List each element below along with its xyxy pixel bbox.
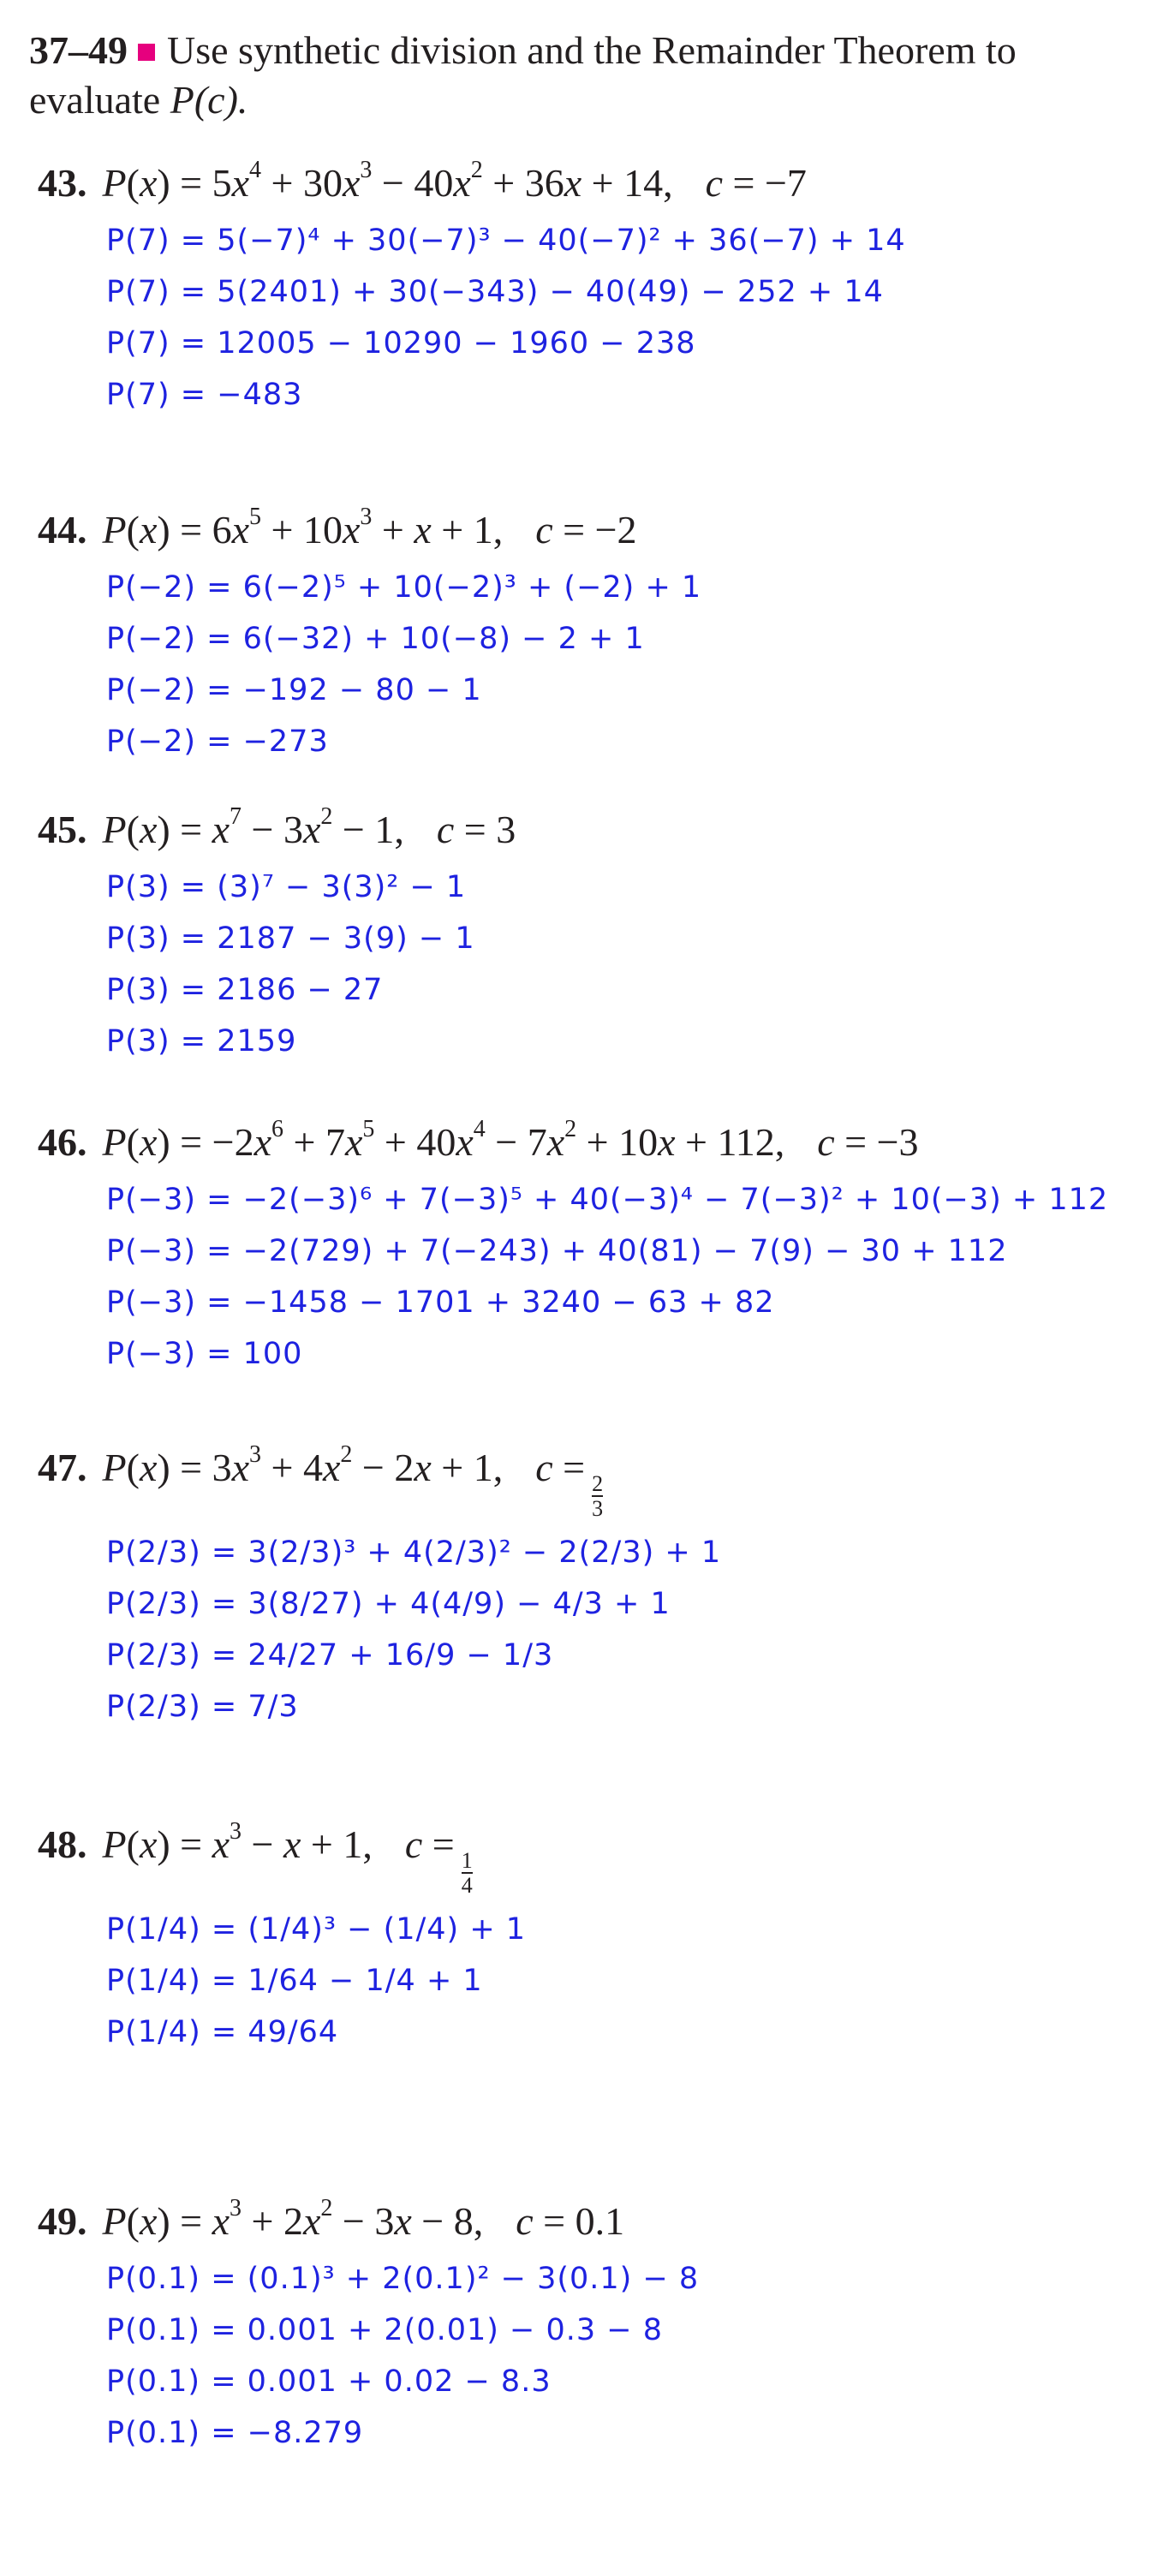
work-line: P(1/4) = 1/64 − 1/4 + 1 <box>106 1964 483 1998</box>
problem-number: 45. <box>38 808 87 851</box>
problem-statement <box>38 1443 1142 1520</box>
work-line: P(0.1) = 0.001 + 0.02 − 8.3 <box>106 2364 552 2399</box>
work-line: P(2/3) = 3(8/27) + 4(4/9) − 4/3 + 1 <box>106 1587 671 1621</box>
work-line: P(0.1) = 0.001 + 2(0.01) − 0.3 − 8 <box>106 2313 664 2347</box>
problem-44 <box>38 505 1142 767</box>
work-line: P(2/3) = 7/3 <box>106 1690 299 1724</box>
problem-number: 49. <box>38 2199 87 2243</box>
work-line: P(0.1) = (0.1)³ + 2(0.1)² − 3(0.1) − 8 <box>106 2262 700 2296</box>
handwritten-work <box>38 2253 1142 2459</box>
problem-statement <box>38 1118 1142 1167</box>
function-lhs: P(x) = <box>102 161 212 205</box>
polynomial-expression: $x^7 - 3x^2 - 1$, <box>212 803 404 851</box>
polynomial-expression: $5x^4 + 30x^3 - 40x^2 + 36x + 14$, <box>212 157 673 205</box>
function-lhs: P(x) = <box>102 808 212 851</box>
problem-number: 44. <box>38 508 87 552</box>
handwritten-work <box>38 1904 1142 2058</box>
bullet-square-icon <box>138 44 155 61</box>
instruction-text-2: evaluate <box>29 78 170 122</box>
handwritten-work <box>38 1174 1142 1380</box>
work-line: P(1/4) = (1/4)³ − (1/4) + 1 <box>106 1912 527 1947</box>
c-value: c = <box>404 1822 455 1866</box>
work-line: P(−3) = −2(729) + 7(−243) + 40(81) − 7(9) − 30 + 112 <box>106 1234 1008 1268</box>
work-line: P(2/3) = 3(2/3)³ + 4(2/3)² − 2(2/3) + 1 <box>106 1535 722 1570</box>
work-line: P(3) = 2159 <box>106 1024 297 1058</box>
problem-43 <box>38 158 1142 420</box>
handwritten-work <box>38 862 1142 1067</box>
c-value: c = −3 <box>817 1120 919 1164</box>
function-lhs: P(x) = <box>102 1446 212 1489</box>
work-line: P(−2) = 6(−2)⁵ + 10(−2)³ + (−2) + 1 <box>106 570 702 605</box>
work-line: P(3) = (3)⁷ − 3(3)² − 1 <box>106 870 467 904</box>
handwritten-work <box>38 215 1142 420</box>
problem-47 <box>38 1443 1142 1732</box>
work-line: P(1/4) = 49/64 <box>106 2015 339 2049</box>
polynomial-expression: $6x^5 + 10x^3 + x + 1$, <box>212 504 504 552</box>
handwritten-work <box>38 562 1142 767</box>
work-line: P(−3) = −2(−3)⁶ + 7(−3)⁵ + 40(−3)⁴ − 7(−3)² + 10(−3) + 112 <box>106 1183 1109 1217</box>
c-fraction: $\frac{1}{4}$ <box>461 1848 473 1898</box>
work-line: P(0.1) = −8.279 <box>106 2416 364 2450</box>
exercise-range: 37–49 <box>29 28 128 72</box>
c-value: c = −7 <box>705 161 807 205</box>
instruction-function: P(c). <box>170 78 248 122</box>
work-line: P(7) = −483 <box>106 378 303 412</box>
problem-number: 47. <box>38 1446 87 1489</box>
work-line: P(−3) = 100 <box>106 1337 303 1371</box>
problem-statement <box>38 1820 1142 1897</box>
polynomial-expression: $x^3 + 2x^2 - 3x - 8$, <box>212 2195 484 2243</box>
polynomial-expression: $x^3 - x + 1$, <box>212 1818 373 1866</box>
c-value: c = 0.1 <box>516 2199 625 2243</box>
problem-statement <box>38 2197 1142 2246</box>
problem-49 <box>38 2197 1142 2459</box>
function-lhs: P(x) = <box>102 2199 212 2243</box>
problem-45 <box>38 805 1142 1067</box>
c-value: c = −2 <box>535 508 637 552</box>
work-line: P(7) = 5(−7)⁴ + 30(−7)³ − 40(−7)² + 36(−7) + 14 <box>106 224 906 258</box>
work-line: P(−2) = 6(−32) + 10(−8) − 2 + 1 <box>106 622 645 656</box>
c-value: c = 3 <box>436 808 516 851</box>
problem-48 <box>38 1820 1142 2058</box>
exercise-header <box>29 26 1125 125</box>
function-lhs: P(x) = <box>102 1822 212 1866</box>
function-lhs: P(x) = <box>102 1120 212 1164</box>
work-line: P(2/3) = 24/27 + 16/9 − 1/3 <box>106 1638 554 1673</box>
c-fraction: $\frac{2}{3}$ <box>592 1471 604 1521</box>
work-line: P(7) = 12005 − 10290 − 1960 − 238 <box>106 326 696 361</box>
problem-number: 48. <box>38 1822 87 1866</box>
work-line: P(−2) = −273 <box>106 724 329 759</box>
work-line: P(3) = 2187 − 3(9) − 1 <box>106 921 475 956</box>
c-value: c = <box>535 1446 586 1489</box>
polynomial-expression: $3x^3 + 4x^2 - 2x + 1$, <box>212 1441 504 1489</box>
problem-statement <box>38 805 1142 855</box>
work-line: P(−3) = −1458 − 1701 + 3240 − 63 + 82 <box>106 1285 775 1320</box>
work-line: P(−2) = −192 − 80 − 1 <box>106 673 482 707</box>
problem-statement <box>38 505 1142 555</box>
handwritten-work <box>38 1527 1142 1732</box>
problem-number: 43. <box>38 161 87 205</box>
problem-number: 46. <box>38 1120 87 1164</box>
polynomial-expression: $-2x^6 + 7x^5 + 40x^4 - 7x^2 + 10x + 112$, <box>212 1116 785 1164</box>
work-line: P(3) = 2186 − 27 <box>106 973 384 1007</box>
problem-46 <box>38 1118 1142 1380</box>
function-lhs: P(x) = <box>102 508 212 552</box>
problem-statement <box>38 158 1142 208</box>
work-line: P(7) = 5(2401) + 30(−343) − 40(49) − 252 + 14 <box>106 275 884 309</box>
instruction-text: Use synthetic division and the Remainder Theorem to <box>167 28 1017 72</box>
